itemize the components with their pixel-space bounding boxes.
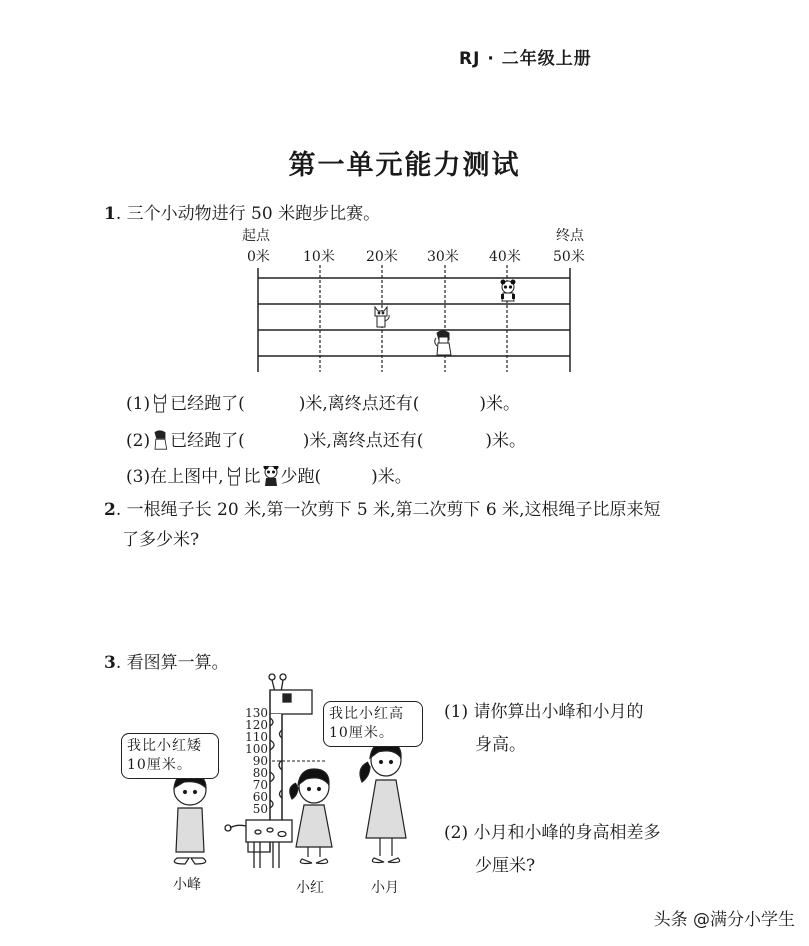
question-2-line2: 了多少米? <box>122 530 200 550</box>
cat-icon <box>150 393 170 413</box>
question-number: 1 <box>104 204 116 224</box>
ruler-mark-80: 80 <box>252 766 268 780</box>
finish-label: 终点 <box>556 228 584 244</box>
xiaofeng-figure <box>160 770 220 870</box>
panda-icon <box>261 466 281 486</box>
dog-icon <box>150 430 170 450</box>
ruler-mark-120: 120 <box>245 718 268 732</box>
question-3: 3. 看图算一算。 <box>104 653 229 673</box>
start-label: 起点 <box>242 228 270 244</box>
cat-icon <box>224 466 244 486</box>
name-xiaofeng: 小峰 <box>173 877 201 893</box>
speech-bubble-xiaofeng: 我比小红矮 10厘米。 <box>121 733 219 779</box>
tick-0: 0米 <box>247 249 270 265</box>
dog-icon <box>435 331 451 355</box>
q3-sub1-line2: 身高。 <box>475 735 526 755</box>
name-xiaohong: 小红 <box>296 880 324 896</box>
name-xiaoyue: 小月 <box>371 880 399 896</box>
q3-sub2-line1: (2) 小月和小峰的身高相差多 <box>444 823 661 843</box>
edition-tag: RJ · 二年级上册 <box>459 49 592 69</box>
ruler-mark-70: 70 <box>252 778 268 792</box>
question-2: 2. 一根绳子长 20 米,第一次剪下 5 米,第二次剪下 6 米,这根绳子比原来短 <box>104 500 661 520</box>
q1-sub2: (2) 已经跑了( )米,离终点还有( )米。 <box>126 431 527 451</box>
xiaoyue-figure <box>352 738 416 870</box>
q1-sub1: (1) 已经跑了( )米,离终点还有( )米。 <box>126 394 521 414</box>
page-title: 第一单元能力测试 <box>288 150 521 181</box>
ruler-mark-130: 130 <box>245 706 268 720</box>
tick-50: 50米 <box>553 249 585 265</box>
ruler-mark-50: 50 <box>252 802 268 816</box>
ruler-mark-100: 100 <box>245 742 268 756</box>
tick-40: 40米 <box>489 249 521 265</box>
q1-sub3: (3)在上图中, 比 少跑( )米。 <box>126 462 412 487</box>
watermark: 头条 @满分小学生 <box>653 910 795 930</box>
tick-30: 30米 <box>427 249 459 265</box>
xiaohong-figure <box>282 765 342 870</box>
tick-10: 10米 <box>303 249 335 265</box>
q3-sub2-line2: 少厘米? <box>475 856 536 876</box>
race-track-diagram <box>238 222 588 382</box>
speech-bubble-xiaoyue: 我比小红高 10厘米。 <box>323 701 423 747</box>
ruler-mark-60: 60 <box>252 790 268 804</box>
question-1 <box>104 199 380 224</box>
question-text: . 三个小动物进行 50 米跑步比赛。 <box>115 204 381 224</box>
q3-sub1-line1: (1) 请你算出小峰和小月的 <box>444 702 644 722</box>
ruler-mark-90: 90 <box>252 754 268 768</box>
tick-20: 20米 <box>366 249 398 265</box>
ruler-mark-110: 110 <box>245 730 268 744</box>
panda-icon <box>501 280 516 302</box>
